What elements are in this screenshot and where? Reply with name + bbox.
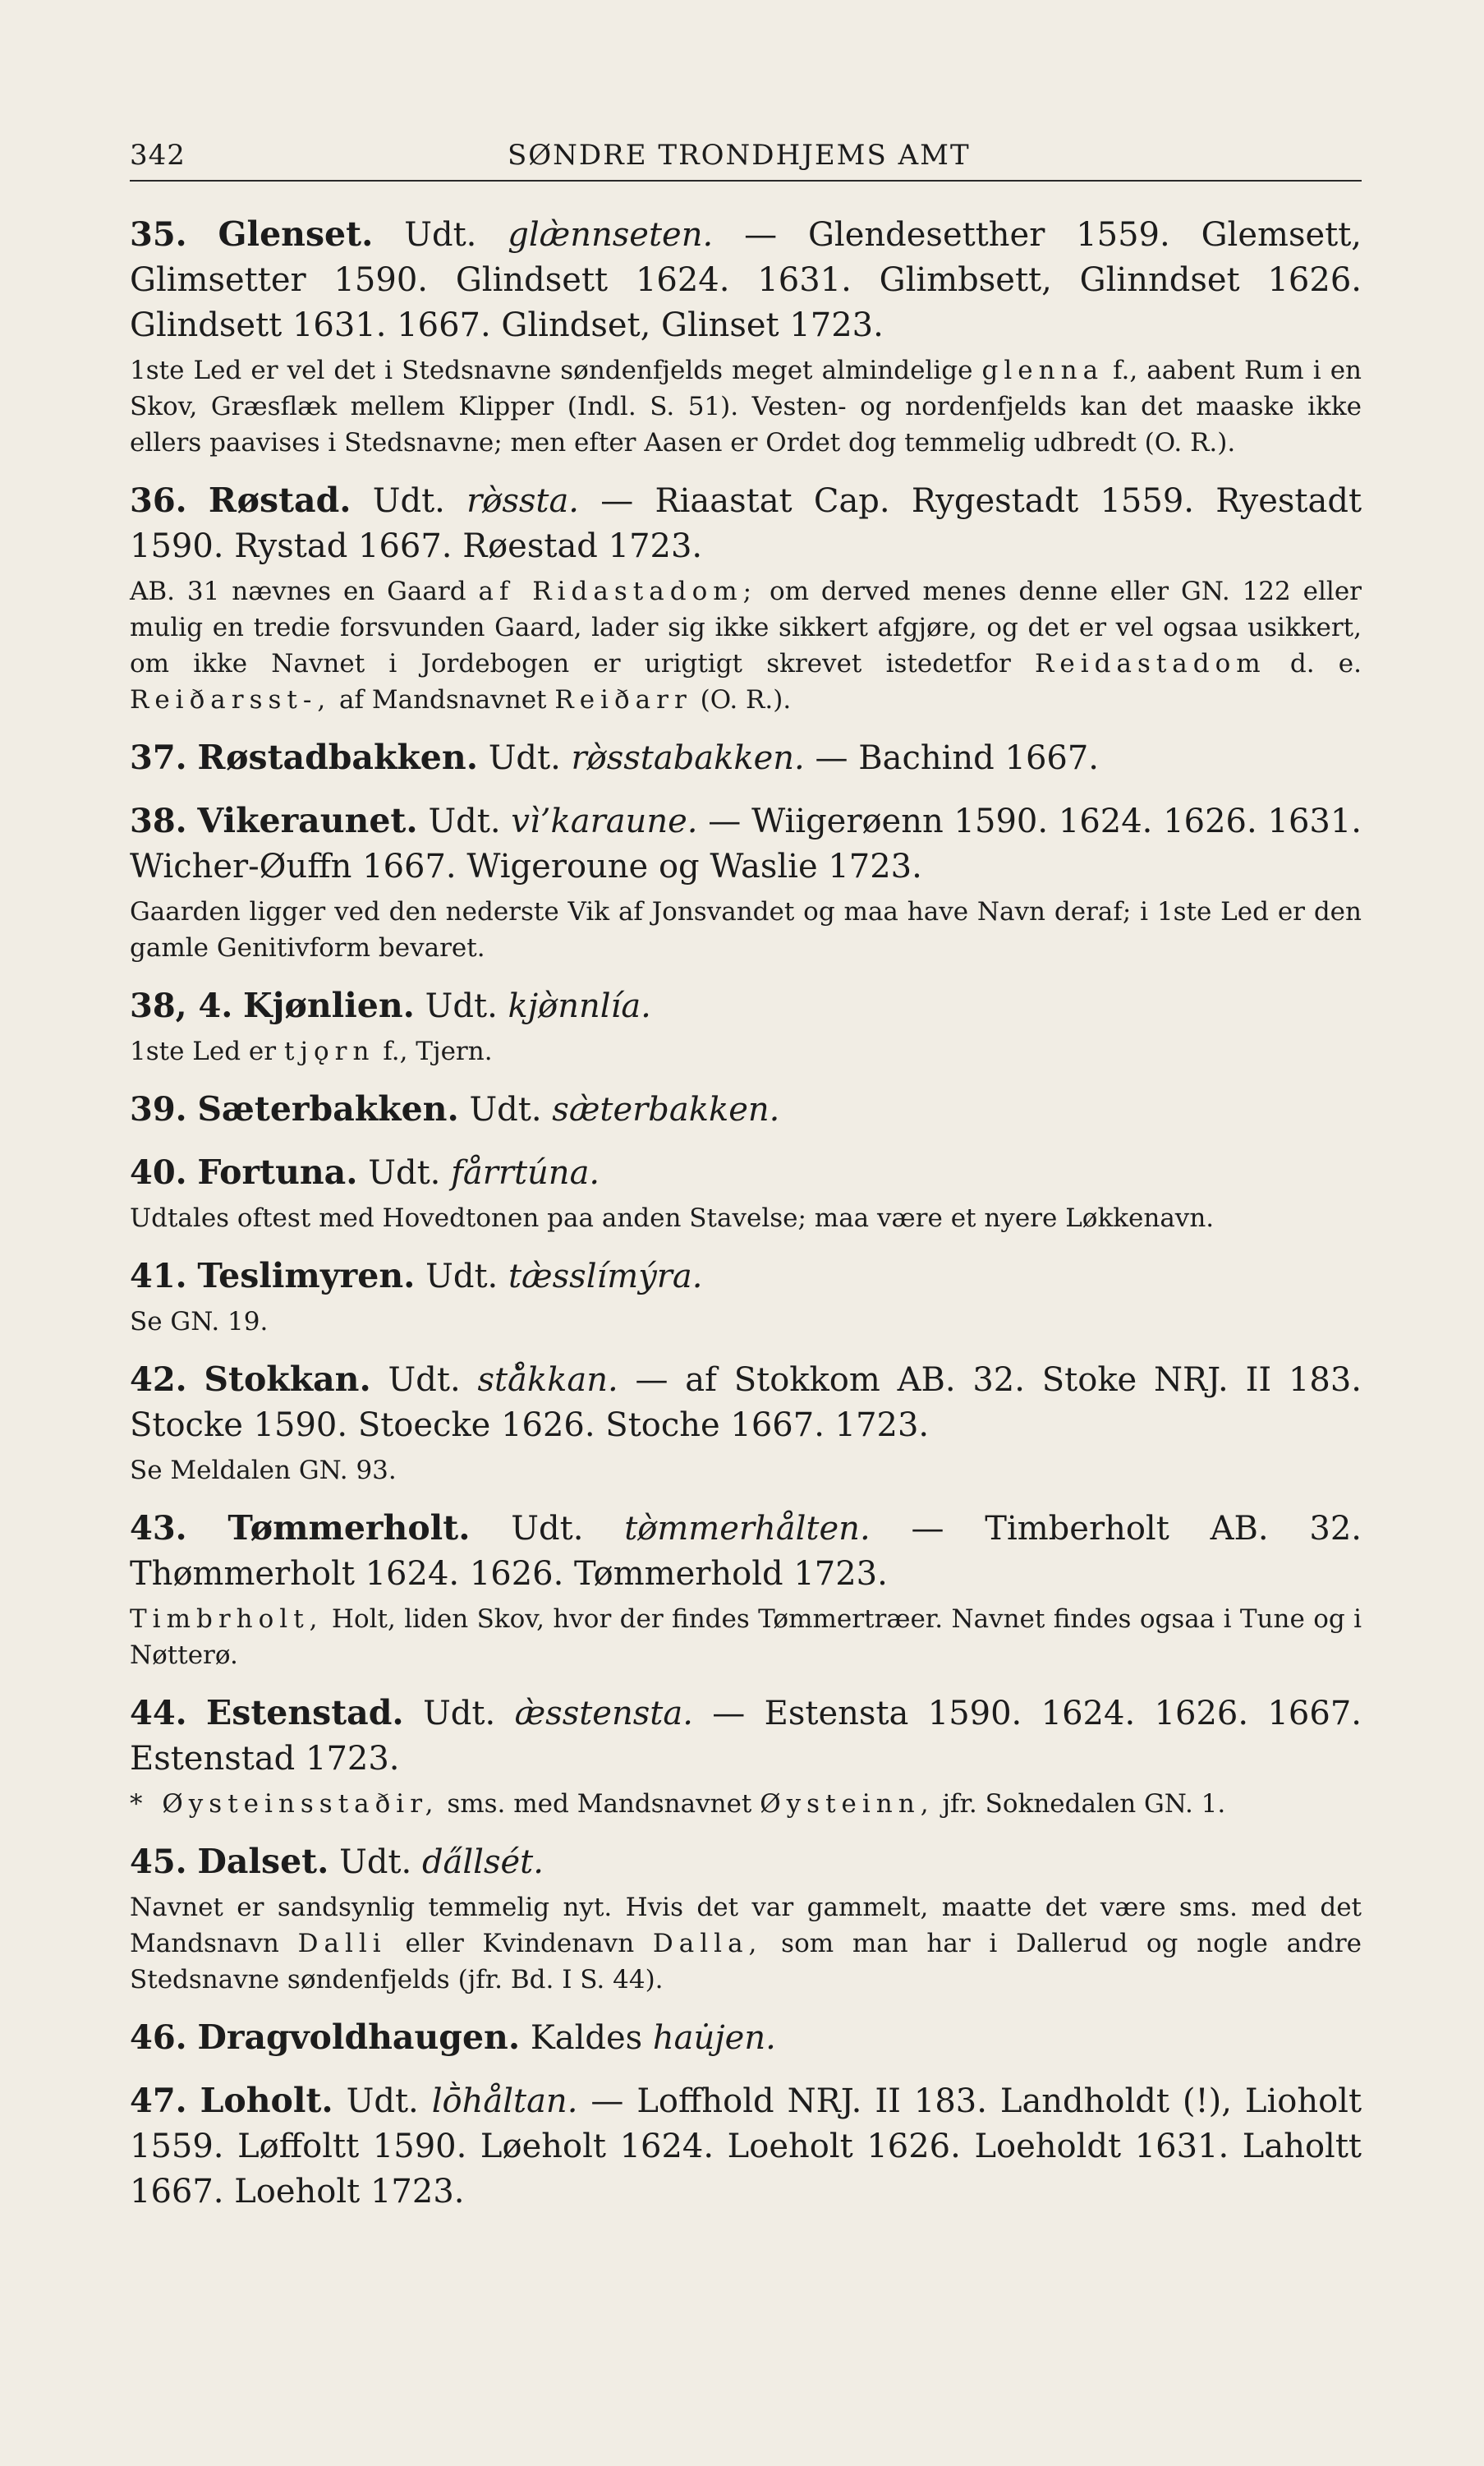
entry-name: Glenset.: [218, 214, 374, 254]
note-spaced-word: Dalla,: [652, 1929, 763, 1958]
historical-forms: — af Stokkom AB. 32. Stoke NRJ. II 183. Stocke 1590. Stoecke 1626. Stoche 1667. 1723.: [130, 1361, 1362, 1444]
note-text: om derved menes denne eller GN. 122 eller mulig en tredie forsvunden Gaard, lader sig ikke sikkert afgjøre, og det er vel ogsaa usikkert, om ikke Navnet i Jordebogen er urigtigt skrevet istedetfor: [130, 577, 1362, 679]
note-text: AB. 31 nævnes en Gaard: [130, 577, 466, 606]
entry-name: Dragvoldhaugen.: [197, 2017, 521, 2057]
udt-label: Kaldes: [530, 2019, 643, 2057]
pronunciation: rø̀sstabakken.: [571, 739, 805, 777]
historical-forms: — Estensta 1590. 1624. 1626. 1667. Estenstad 1723.: [130, 1695, 1362, 1778]
entry-43: [130, 1506, 1362, 1673]
note-text: af Mandsnavnet: [339, 685, 547, 715]
pronunciation: rø̀ssta.: [466, 482, 580, 520]
note-spaced-word: Reiðarr: [554, 685, 692, 715]
entry-number: 47.: [130, 2082, 187, 2120]
entry-39: [130, 1087, 1362, 1133]
udt-label: Udt.: [469, 1091, 542, 1129]
note-text: Navnet er sandsynlig temmelig nyt. Hvis det var gammelt, maatte det være sms. med det Mandsnavn: [130, 1893, 1362, 1958]
note-text: jfr. Soknedalen GN. 1.: [942, 1789, 1226, 1819]
entry-number: 46.: [130, 2018, 187, 2057]
pronunciation: hau̇jen.: [652, 2019, 776, 2057]
pronunciation: lṑhåltan.: [431, 2082, 578, 2120]
historical-forms: — Wiigerøenn 1590. 1624. 1626. 1631. Wicher-Øuffn 1667. Wigeroune og Waslie 1723.: [130, 803, 1362, 886]
udt-label: Udt.: [511, 1510, 584, 1548]
entry-note: Se Meldalen GN. 93.: [130, 1456, 397, 1485]
entry-number: 38, 4.: [130, 987, 233, 1025]
entry-45: [130, 1839, 1362, 1998]
entry-name: Røstadbakken.: [197, 738, 478, 777]
udt-label: Udt.: [388, 1361, 461, 1399]
historical-forms: — Bachind 1667.: [815, 739, 1100, 777]
note-spaced-word: Timbrholt,: [130, 1604, 324, 1634]
entry-name: Loholt.: [200, 2081, 333, 2120]
entry-name: Estenstad.: [205, 1693, 404, 1732]
historical-forms: — Riaastat Cap. Rygestadt 1559. Ryestadt 1590. Rystad 1667. Røestad 1723.: [130, 482, 1362, 565]
entry-name: Tømmerholt.: [227, 1508, 471, 1548]
note-spaced-word: Dalli: [297, 1929, 387, 1958]
entry-37: [130, 735, 1362, 781]
udt-label: Udt.: [423, 1695, 496, 1732]
historical-forms: — Timberholt AB. 32. Thømmerholt 1624. 1626. Tømmerhold 1723.: [130, 1510, 1362, 1593]
note-spaced-word: tjǫrn: [283, 1037, 375, 1066]
udt-label: Udt.: [372, 482, 445, 520]
note-text: 1ste Led er: [130, 1037, 277, 1066]
note-text: f., Tjern.: [383, 1037, 493, 1066]
entry-note: [130, 1601, 1362, 1673]
entry-44: [130, 1691, 1362, 1822]
entry-35: [130, 212, 1362, 461]
entry-number: 40.: [130, 1153, 187, 1192]
entry-number: 38.: [130, 802, 187, 840]
pronunciation: stå̀kkan.: [477, 1361, 618, 1399]
entry-number: 43.: [130, 1509, 187, 1548]
entry-number: 41.: [130, 1257, 187, 1295]
udt-label: Udt.: [368, 1154, 441, 1192]
entry-number: 42.: [130, 1360, 187, 1399]
entry-number: 35.: [130, 215, 187, 254]
note-text: 1ste Led er vel det i Stedsnavne søndenfjelds meget almindelige: [130, 356, 973, 385]
udt-label: Udt.: [346, 2082, 419, 2120]
entry-41: [130, 1254, 1362, 1340]
entry-40: [130, 1150, 1362, 1236]
note-text: (O. R.).: [700, 685, 792, 715]
entry-46: [130, 2015, 1362, 2061]
pronunciation: fårrtúna.: [451, 1154, 600, 1192]
entry-name: Sæterbakken.: [197, 1089, 459, 1129]
pronunciation: sæ̀terbakken.: [552, 1091, 780, 1129]
note-spaced-word: Reiðarsst-,: [130, 685, 332, 715]
note-text: eller Kvindenavn: [405, 1929, 635, 1958]
entry-36: [130, 478, 1362, 718]
udt-label: Udt.: [425, 1258, 498, 1295]
page-number: 342: [130, 139, 186, 172]
pronunciation: glæ̀nnseten.: [508, 216, 714, 254]
udt-label: Udt.: [404, 216, 477, 254]
entries: [130, 212, 1362, 2215]
note-text: f., aabent Rum i en Skov, Græsflæk mellem Klipper (Indl. S. 51). Vesten- og nordenfjelds kan det maaske ikke ellers paavises i Stedsnavne; men efter Aasen er Ordet dog temmelig udbredt (O. R.).: [130, 356, 1362, 458]
entry-name: Fortuna.: [197, 1152, 358, 1192]
entry-number: 37.: [130, 738, 187, 777]
note-text: d. e.: [1289, 649, 1362, 679]
entry-38-4: [130, 983, 1362, 1070]
note-text: som man har i Dallerud og nogle andre Stedsnavne søndenfjelds (jfr. Bd. I S. 44).: [130, 1929, 1362, 1994]
entry-number: 44.: [130, 1694, 187, 1732]
entry-note: Udtales oftest med Hovedtonen paa anden Stavelse; maa være et nyere Løkkenavn.: [130, 1203, 1215, 1233]
entry-name: Dalset.: [197, 1842, 329, 1881]
entry-number: 45.: [130, 1843, 187, 1881]
entry-name: Teslimyren.: [197, 1256, 416, 1295]
entry-note: Gaarden ligger ved den nederste Vik af Jonsvandet og maa have Navn deraf; i 1ste Led er den gamle Genitivform bevaret.: [130, 897, 1362, 963]
entry-name: Røstad.: [208, 481, 351, 520]
entry-note: Se GN. 19.: [130, 1307, 269, 1337]
page-header: [130, 136, 1362, 182]
pronunciation: vì’karaune.: [511, 803, 698, 840]
entry-name: Stokkan.: [204, 1360, 371, 1399]
note-spaced-word: * Øysteinsstaðir,: [130, 1789, 439, 1819]
entry-note: [130, 1033, 1362, 1070]
entry-note: [130, 1786, 1362, 1822]
entry-number: 36.: [130, 481, 187, 520]
pronunciation: kjø̀nnlía.: [508, 987, 651, 1025]
entry-name: Kjønlien.: [243, 986, 415, 1025]
udt-label: Udt.: [428, 803, 501, 840]
entry-42: [130, 1357, 1362, 1488]
entry-note: [130, 573, 1362, 718]
historical-forms: — Glendesetther 1559. Glemsett, Glimsetter 1590. Glindsett 1624. 1631. Glimbsett, Glinndset 1626. Glindsett 1631. 1667. Glindset, Glinset 1723.: [130, 216, 1362, 344]
running-title: SØNDRE TRONDHJEMS AMT: [508, 139, 971, 172]
historical-forms: — Loffhold NRJ. II 183. Landholdt (!), Lioholt 1559. Løffoltt 1590. Løeholt 1624. Loeholt 1626. Loeholdt 1631. Laholtt 1667. Loeholt 1723.: [130, 2082, 1362, 2211]
entry-name: Vikeraunet.: [197, 801, 418, 840]
entry-47: [130, 2078, 1362, 2215]
udt-label: Udt.: [339, 1843, 412, 1881]
pronunciation: da̋llsét.: [421, 1843, 544, 1881]
note-spaced-word: Reidastadom: [1035, 649, 1266, 679]
entry-note: [130, 1889, 1362, 1998]
entry-note: [130, 352, 1362, 461]
udt-label: Udt.: [488, 739, 561, 777]
note-spaced-word: af Ridastadom;: [478, 577, 758, 606]
pronunciation: tø̀mmerhålten.: [624, 1510, 871, 1548]
pronunciation: æ̀sstensta.: [514, 1695, 693, 1732]
pronunciation: tæ̀sslímýra.: [508, 1258, 703, 1295]
note-text: Holt, liden Skov, hvor der findes Tømmertræer. Navnet findes ogsaa i Tune og i Nøtterø.: [130, 1604, 1362, 1670]
note-spaced-word: Øysteinn,: [760, 1789, 935, 1819]
note-text: sms. med Mandsnavnet: [447, 1789, 752, 1819]
entry-38: [130, 798, 1362, 966]
entry-number: 39.: [130, 1090, 187, 1129]
note-spaced-word: glenna: [981, 356, 1105, 385]
udt-label: Udt.: [425, 987, 498, 1025]
